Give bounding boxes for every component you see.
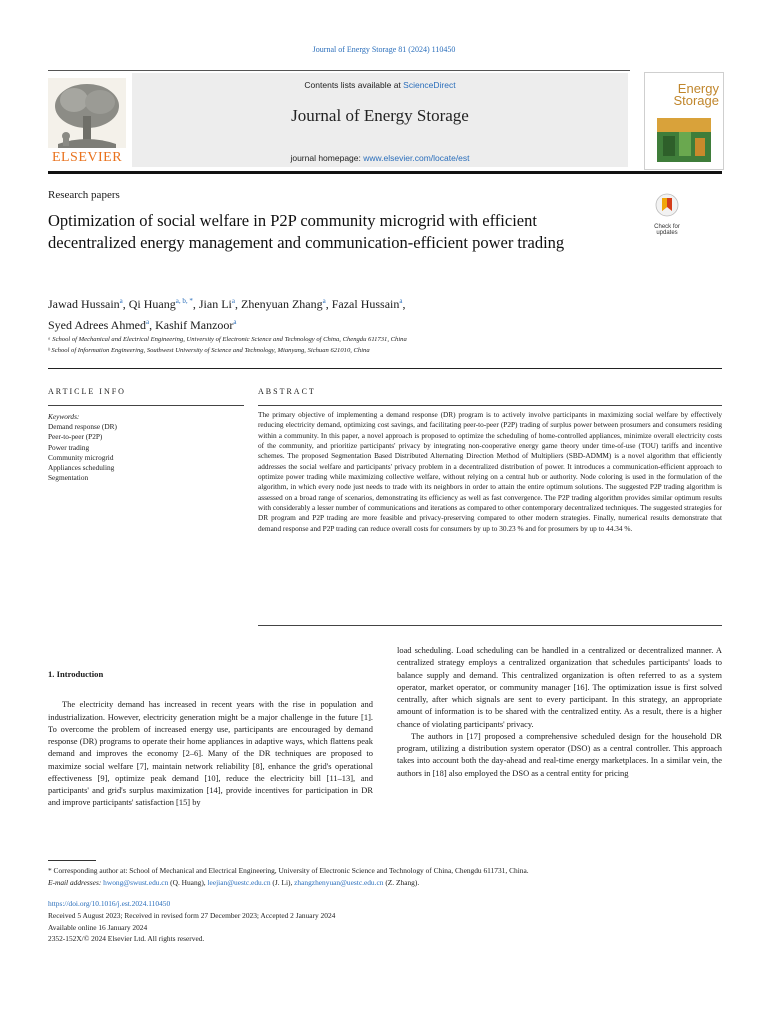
check-updates-line1: Check for: [654, 224, 680, 230]
article-title: Optimization of social welfare in P2P community microgrid with efficient decentralized energy management and communication-efficient power trading: [48, 211, 565, 252]
received-dates: Received 5 August 2023; Received in revised form 27 December 2023; Accepted 2 January 2024: [48, 910, 336, 920]
author[interactable]: Kashif Manzoor$^a$: [155, 318, 237, 332]
article-info-heading: ARTICLE INFO: [48, 387, 126, 396]
journal-citation[interactable]: Journal of Energy Storage 81 (2024) 110450: [312, 45, 456, 54]
author[interactable]: Jian Li$^a$: [198, 297, 235, 311]
email-addresses: E-mail addresses: hwong@swust.edu.cn (Q. Huang), leejian@uestc.edu.cn (J. Li), zhangzhenyuan@uestc.edu.cn (Z. Zhang).: [48, 877, 420, 887]
keyword-item: Community microgrid: [48, 452, 114, 462]
email-link[interactable]: hwong@swust.edu.cn: [103, 877, 169, 887]
affiliation-a: ᵃ School of Mechanical and Electrical Engineering, University of Electronic Science and Technology of China, Chengdu 611731, China: [48, 336, 407, 343]
keyword-item: Power trading: [48, 442, 90, 452]
abstract-text: The primary objective of implementing a demand response (DR) program is to actively involve participants in maximizing social welfare by effectively reducing electricity demand, optimizing cost savings, and facilitating peer-to-peer (P2P) trading of surplus power between prosumers and consumers residing within a community. In this paper, a novel approach is proposed to optimize the scheduling of home-controlled appliances, minimize overall electricity costs of the community, and prioritize participants' privacy by integrating non-cooperative energy game theory under time-of-use (TOU) tariffs and incentive schemes. The proposed Segmentation Based Distributed Alternating Direction Method of Multipliers (SBD-ADMM) is a novel algorithm that efficiently addresses the social welfare and participants' privacy problem in a decentralized distribution of power. It introduces a communication-efficient approach to optimize power trading while maximizing collective welfare, without relying on a central hub or authority. Node coloring is used in the formulation of the algorithm, in which every node just needs to trade with its neighbors in order to attain the entire optimum solutions. The suggested P2P trading algorithm is assessed on a broad range of scenarios, demonstrating its efficiency as well as fast convergence. The P2P trading algorithm provides similar optimum results with considerably a lesser number of communications and iterations as compared to other contemporary decentralized techniques. The suggested strategies for DR program and P2P trading are more feasible and privacy-preserving compared to other modern strategies. Finally, numerical results demonstrate that demand response and P2P trading can reduce overall costs for consumers by up to 30.23 % and for prosumers by up to 44.34 %.: [258, 410, 722, 533]
author[interactable]: Fazal Hussain$^a$: [331, 297, 403, 311]
body-right-column: [397, 644, 722, 779]
contents-line: [132, 80, 628, 90]
cover-title: [663, 83, 719, 107]
section-rule: [48, 368, 722, 369]
corresponding-author-note: * Corresponding author at: School of Mechanical and Electrical Engineering, University of Electronic Science and Technology of China, Chengdu 611731, China.: [48, 866, 529, 875]
email-label: E-mail addresses:: [48, 877, 102, 887]
contents-prefix: Contents lists available at: [304, 80, 404, 90]
check-updates-line2: updates: [656, 230, 678, 236]
cover-title-line1: Energy: [677, 81, 719, 96]
author[interactable]: Jawad Hussain$^a$: [48, 297, 123, 311]
author-list: Jawad Hussain$^a$, Qi Huang$^{a, b, *}$, Jian Li$^a$, Zhenyuan Zhang$^a$, Fazal Hussain$^a$, Syed Adrees Ahmed$^a$, Kashif Manzoor$^a$: [48, 297, 406, 332]
intro-paragraph-3: The authors in [17] proposed a comprehensive scheduled design for the household DR program, utilizing a distribution system operator (DSO) as a central controller. This approach takes into account both the day-ahead and real-time energy marketplaces. In a similar vein, the authors in [18] also employed the DSO as a central entity for pricing: [397, 730, 722, 778]
sciencedirect-link[interactable]: ScienceDirect: [403, 80, 456, 90]
homepage-link[interactable]: www.elsevier.com/locate/est: [363, 153, 470, 163]
section-heading-introduction: 1. Introduction: [48, 669, 104, 679]
cover-title-line2: Storage: [673, 93, 719, 108]
body-left-column: [48, 644, 373, 809]
article-section-type: Research papers: [48, 189, 120, 201]
keywords-label: Keywords:: [48, 412, 80, 421]
check-for-updates-badge[interactable]: [646, 193, 688, 236]
author[interactable]: Zhenyuan Zhang$^a$: [240, 297, 326, 311]
journal-homepage: [132, 153, 628, 163]
check-for-updates-icon: [654, 193, 680, 217]
journal-cover[interactable]: [644, 72, 724, 170]
keyword-item: Peer-to-peer (P2P): [48, 432, 103, 442]
email-link[interactable]: zhangzhenyuan@uestc.edu.cn: [294, 877, 384, 887]
keyword-item: Demand response (DR): [48, 422, 117, 432]
journal-name: Journal of Energy Storage: [291, 106, 469, 125]
copyright: 2352-152X/© 2024 Elsevier Ltd. All rights reserved.: [48, 934, 205, 944]
abstract-rule: [258, 405, 722, 406]
cover-image: [657, 118, 711, 162]
homepage-prefix: journal homepage:: [290, 153, 364, 163]
affiliation-b: ᵇ School of Information Engineering, Southwest University of Science and Technology, Mianyang, Sichuan 621010, China: [48, 347, 370, 354]
intro-paragraph-1: The electricity demand has increased in recent years with the rise in population and industrialization. However, electricity generation might be a major challenge in the future [1]. To overcome the problem of increased energy use, participants are encouraged by demand response (DR) programs to operate their home appliances in adaptive ways, which flattens peak demand and improves the economy [2–6]. Many of the DR techniques are proposed to maximize social welfare [7], maintain network reliability [8], enhance the grid's operational effectiveness [9], optimize peak demand [10], reduce the electricity bill [11–13], and participants' and grid's surplus maximization [14], provide incentives for participation in DR and improve participants' satisfaction [15] by: [48, 699, 373, 808]
keyword-item: Appliances scheduling: [48, 463, 115, 473]
author[interactable]: Syed Adrees Ahmed$^a$: [48, 318, 150, 332]
keyword-item: Segmentation: [48, 473, 89, 483]
footnotes: [48, 865, 722, 889]
header-top-rule: [48, 70, 630, 71]
available-online: Available online 16 January 2024: [48, 922, 148, 932]
intro-paragraph-2: load scheduling. Load scheduling can be handled in a centralized or decentralized manner. A centralized strategy employs a centralized organization that schedules participants' loads to balance supply and demand. This centralized organization is often referred to as a system operator, market operator, or community manager [16]. The optimization issue is first solved centrally, after which signals are sent to every participant. In this strategy, an appropriate amount of information is to be shared with the centralized entity. As a result, there is a higher chance of violating participants' privacy.: [397, 645, 722, 729]
abstract-heading: ABSTRACT: [258, 387, 316, 396]
article-info-rule: [48, 405, 244, 406]
footnote-rule: [48, 860, 96, 861]
email-link[interactable]: leejian@uestc.edu.cn: [207, 877, 271, 887]
publisher-logo-text: ELSEVIER: [51, 150, 123, 165]
keywords-block: [48, 412, 244, 483]
article-meta: [48, 898, 722, 945]
header-thick-rule: [48, 171, 722, 174]
doi-link[interactable]: https://doi.org/10.1016/j.est.2024.110450: [48, 899, 171, 908]
abstract-bottom-rule: [258, 625, 722, 626]
author[interactable]: Qi Huang$^{a, b, *}$: [128, 297, 193, 311]
